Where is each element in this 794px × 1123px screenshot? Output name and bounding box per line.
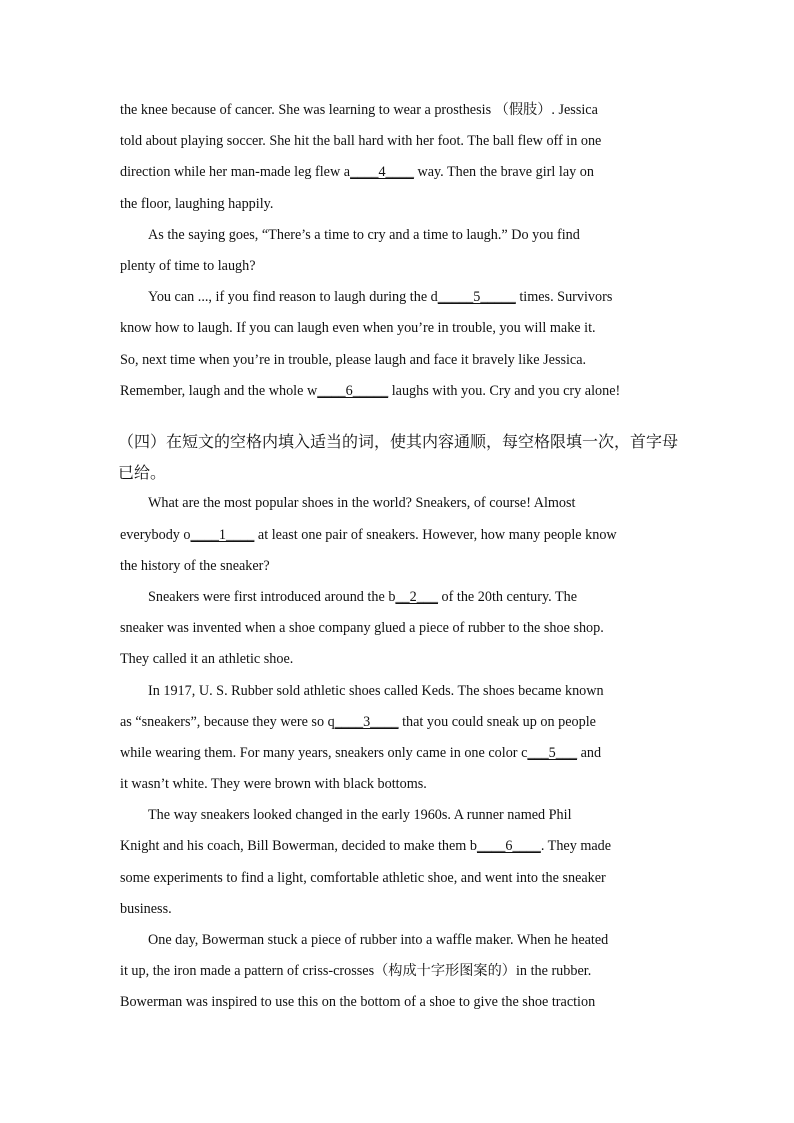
answer-blank: ____6____ <box>476 838 541 855</box>
text-segment: Remember, laugh and the whole w <box>120 382 318 399</box>
text-line: some experiments to find a light, comfortable athletic shoe, and went into the sneaker <box>120 869 606 886</box>
answer-blank: ____6_____ <box>317 382 389 399</box>
text-line <box>120 738 668 769</box>
text-line <box>120 282 668 313</box>
section-gap <box>120 407 668 427</box>
text-segment: everybody o <box>120 526 191 543</box>
text-line: plenty of time to laugh? <box>120 257 256 274</box>
text-segment: . They made <box>540 838 612 855</box>
text-line: business. <box>120 900 172 917</box>
text-line: the floor, laughing happily. <box>120 195 274 212</box>
text-segment: of the 20th century. The <box>437 588 578 605</box>
text-line: sneaker was invented when a shoe company glued a piece of rubber to the shoe shop. <box>120 620 604 637</box>
text-line: The way sneakers looked changed in the early 1960s. A runner named Phil <box>148 807 572 824</box>
text-line <box>120 582 668 613</box>
text-line: know how to laugh. If you can laugh even when you’re in trouble, you will make it. <box>120 320 596 337</box>
text-line: Bowerman was inspired to use this on the bottom of a shoe to give the shoe traction <box>120 994 596 1011</box>
text-line: In 1917, U. S. Rubber sold athletic shoes called Keds. The shoes became known <box>148 682 604 699</box>
answer-blank: ___5___ <box>527 744 578 761</box>
text-segment: Knight and his coach, Bill Bowerman, decided to make them b <box>120 838 477 855</box>
text-line <box>120 707 668 738</box>
text-line: So, next time when you’re in trouble, please laugh and face it bravely like Jessica. <box>120 351 587 368</box>
text-line <box>120 376 668 407</box>
answer-blank: __2___ <box>395 588 438 605</box>
text-segment: laughs with you. Cry and you cry alone! <box>388 382 621 399</box>
answer-blank: ____1____ <box>190 526 255 543</box>
text-segment: Sneakers were first introduced around the b <box>148 588 396 605</box>
text-segment: at least one pair of sneakers. However, how many people know <box>254 526 617 543</box>
text-line: told about playing soccer. She hit the ball hard with her foot. The ball flew off in one <box>120 133 602 150</box>
answer-blank: ____3____ <box>334 713 399 730</box>
text-line: As the saying goes, “There’s a time to cry and a time to laugh.” Do you find <box>148 226 580 243</box>
text-segment: that you could sneak up on people <box>398 713 596 730</box>
text-segment: way. Then the brave girl lay on <box>413 164 594 181</box>
section-heading-line-2: 已给。 <box>118 462 167 482</box>
passage-one <box>120 95 668 407</box>
text-line: One day, Bowerman stuck a piece of rubber into a waffle maker. When he heated <box>148 932 609 948</box>
text-line <box>120 831 668 862</box>
text-segment: times. Survivors <box>515 289 613 306</box>
passage-two <box>120 488 668 1018</box>
text-line: They called it an athletic shoe. <box>120 651 294 668</box>
text-line: the history of the sneaker? <box>120 557 270 574</box>
section-heading-line-1: （四）在短文的空格内填入适当的词，使其内容通顺，每空格限填一次，首字母 <box>118 431 679 451</box>
text-line: What are the most popular shoes in the world? Sneakers, of course! Almost <box>148 495 576 512</box>
text-segment: as “sneakers”, because they were so q <box>120 713 335 730</box>
text-segment: while wearing them. For many years, sneakers only came in one color c <box>120 744 528 761</box>
worksheet-page <box>118 95 679 1019</box>
text-line: the knee because of cancer. She was learning to wear a prosthesis （假肢）. Jessica <box>120 102 598 118</box>
text-segment: direction while her man-made leg flew a <box>120 164 351 181</box>
text-line: it wasn’t white. They were brown with black bottoms. <box>120 776 427 793</box>
text-line <box>120 520 668 551</box>
text-segment: You can ..., if you find reason to laugh during the d <box>148 289 438 306</box>
text-line <box>120 157 668 188</box>
text-line: it up, the iron made a pattern of criss-crosses（构成十字形图案的）in the rubber. <box>120 963 592 980</box>
answer-blank: _____5_____ <box>437 289 516 306</box>
text-segment: and <box>577 744 602 761</box>
answer-blank: ____4____ <box>350 164 414 181</box>
